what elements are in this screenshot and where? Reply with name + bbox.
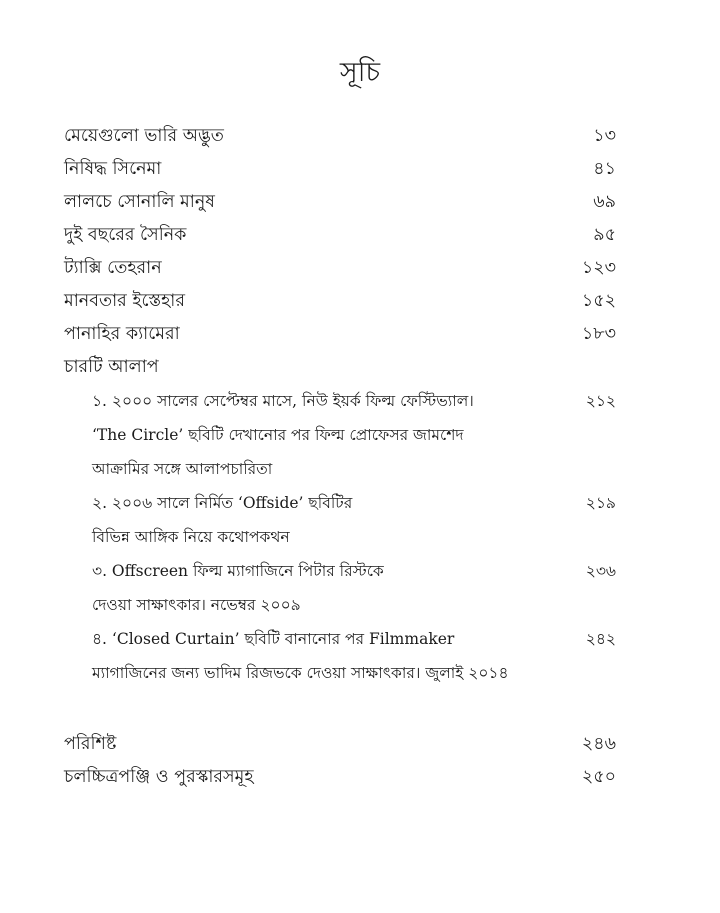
toc-subentry-line: ২. ২০০৬ সালে নির্মিত ‘Offside’ ছবিটির xyxy=(92,494,353,512)
toc-subentry-3[interactable] xyxy=(92,554,616,588)
toc-entry-3[interactable] xyxy=(64,186,616,219)
toc-subentry-line: বিভিন্ন আঙ্গিক নিয়ে কথোপকথন xyxy=(92,528,290,546)
toc-entry-label: পানাহির ক্যামেরা xyxy=(64,324,180,344)
toc-subentry-page: ২৪২ xyxy=(585,630,616,648)
toc-appendix-2[interactable] xyxy=(64,761,616,794)
toc-subentry-page: ২১৯ xyxy=(585,494,616,512)
toc-entry-label: নিষিদ্ধ সিনেমা xyxy=(64,159,162,179)
toc-section-heading[interactable] xyxy=(64,351,616,384)
page-title: সূচি xyxy=(339,57,381,88)
toc-subentry-line: ১. ২০০০ সালের সেপ্টেম্বর মাসে, নিউ ইয়র্ক ফিল্ম ফেস্টিভ্যাল। xyxy=(92,392,474,410)
toc-entry-7[interactable] xyxy=(64,318,616,351)
toc-subsection xyxy=(64,384,616,690)
toc-entry-2[interactable] xyxy=(64,153,616,186)
toc-entry-label: দুই বছরের সৈনিক xyxy=(64,225,187,245)
toc-entry-page: ১৮৩ xyxy=(581,324,616,344)
toc-entry-label: চলচ্চিত্রপঞ্জি ও পুরস্কারসমূহ xyxy=(64,767,254,787)
toc-entry-page: ২৪৬ xyxy=(581,734,616,754)
toc-entry-page: ৪১ xyxy=(593,159,616,179)
toc-entry-label: মানবতার ইস্তেহার xyxy=(64,291,185,311)
toc-entry-5[interactable] xyxy=(64,252,616,285)
toc-subentry-line: ম্যাগাজিনের জন্য ভাদিম রিজভকে দেওয়া সাক্ষাৎকার। জুলাই ২০১৪ xyxy=(92,664,509,682)
toc-entry-label: ট্যাক্সি তেহরান xyxy=(64,258,162,278)
toc-entry-1[interactable] xyxy=(64,120,616,153)
toc-subentry-2[interactable] xyxy=(92,486,616,520)
toc-entry-page: ৬৯ xyxy=(593,192,616,212)
toc-section-label: চারটি আলাপ xyxy=(64,357,159,377)
toc-entry-label: পরিশিষ্ট xyxy=(64,734,117,754)
toc-entry-page: ১৩ xyxy=(593,126,616,146)
spacer xyxy=(64,690,616,728)
toc-subentry-line: দেওয়া সাক্ষাৎকার। নভেম্বর ২০০৯ xyxy=(92,596,301,614)
toc-entry-page: ১২৩ xyxy=(581,258,616,278)
toc-subentry-page: ২১২ xyxy=(585,392,616,410)
toc-subentry-4[interactable] xyxy=(92,622,616,656)
toc-subentry-1[interactable] xyxy=(92,384,616,418)
toc-entry-page: ১৫২ xyxy=(581,291,616,311)
toc-entry-page: ৯৫ xyxy=(593,225,616,245)
toc-subentry-line: ‘The Circle’ ছবিটি দেখানোর পর ফিল্ম প্রোফেসর জামশেদ xyxy=(92,426,464,444)
toc-entry-label: মেয়েগুলো ভারি অদ্ভুত xyxy=(64,126,224,146)
toc-entry-6[interactable] xyxy=(64,285,616,318)
toc-subentry-line: আক্রামির সঙ্গে আলাপচারিতা xyxy=(92,460,273,478)
toc-entry-page: ২৫০ xyxy=(581,767,616,787)
toc-subentry-line: ৪. ‘Closed Curtain’ ছবিটি বানানোর পর Filmmaker xyxy=(92,630,455,648)
toc-appendix-1[interactable] xyxy=(64,728,616,761)
toc-subentry-page: ২৩৬ xyxy=(585,562,616,580)
toc-entry-4[interactable] xyxy=(64,219,616,252)
toc-subentry-line: ৩. Offscreen ফিল্ম ম্যাগাজিনে পিটার রিস্টকে xyxy=(92,562,384,580)
table-of-contents xyxy=(64,120,616,794)
toc-entry-label: লালচে সোনালি মানুষ xyxy=(64,192,215,212)
